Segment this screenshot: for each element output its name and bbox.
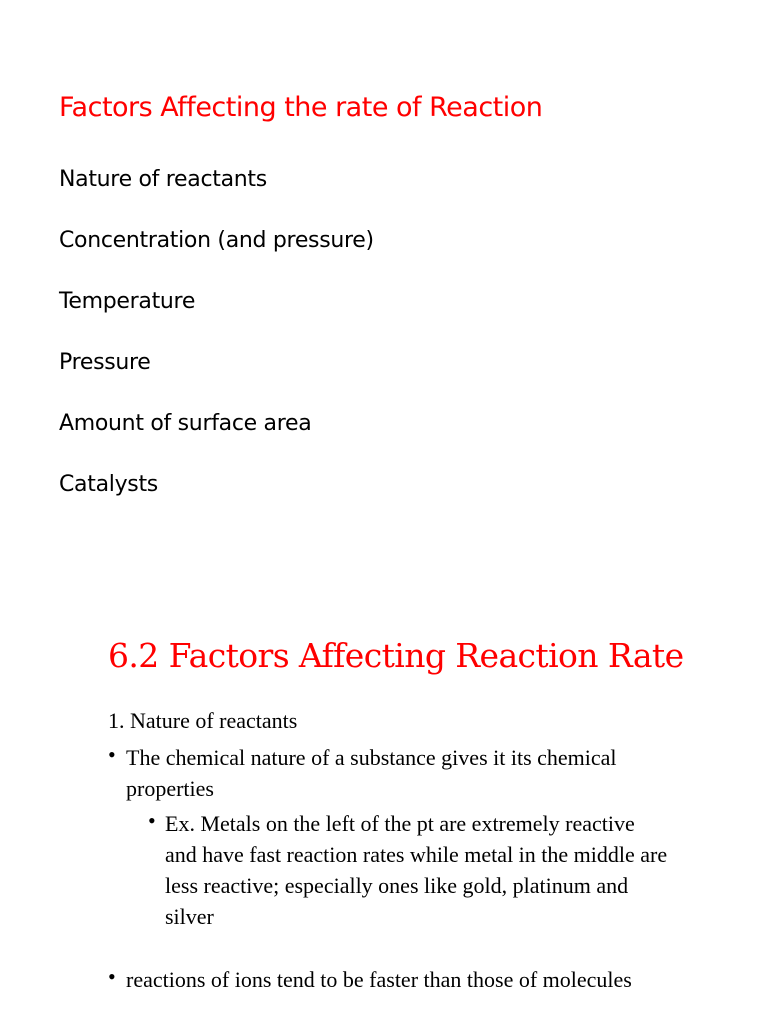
slide1-title: Factors Affecting the rate of Reaction: [59, 92, 543, 123]
slide2-body: [108, 706, 668, 995]
list-item: Catalysts: [59, 472, 158, 497]
bullet-icon: •: [148, 808, 156, 833]
list-item: Temperature: [59, 289, 196, 314]
bullet-item: [108, 964, 668, 995]
bullet-text: reactions of ions tend to be faster than those of molecules: [126, 967, 632, 992]
sub-bullet-text: Ex. Metals on the left of the pt are extremely reactive and have fast reaction rates while metal in the middle are less reactive; especially ones like gold, platinum and silver: [165, 811, 668, 929]
numbered-heading: 1. Nature of reactants: [108, 708, 298, 733]
list-item: Pressure: [59, 350, 151, 375]
list-item: Concentration (and pressure): [59, 228, 374, 253]
bullet-item: [108, 742, 668, 804]
sub-bullet-item: [148, 808, 668, 932]
bullet-text: The chemical nature of a substance gives it its chemical properties: [126, 745, 617, 801]
list-item: Amount of surface area: [59, 411, 312, 436]
bullet-icon: •: [108, 964, 116, 989]
factors-list: [59, 164, 374, 530]
list-item: Nature of reactants: [59, 167, 267, 192]
bullet-icon: •: [108, 742, 116, 767]
slide2-title: 6.2 Factors Affecting Reaction Rate: [108, 636, 684, 675]
